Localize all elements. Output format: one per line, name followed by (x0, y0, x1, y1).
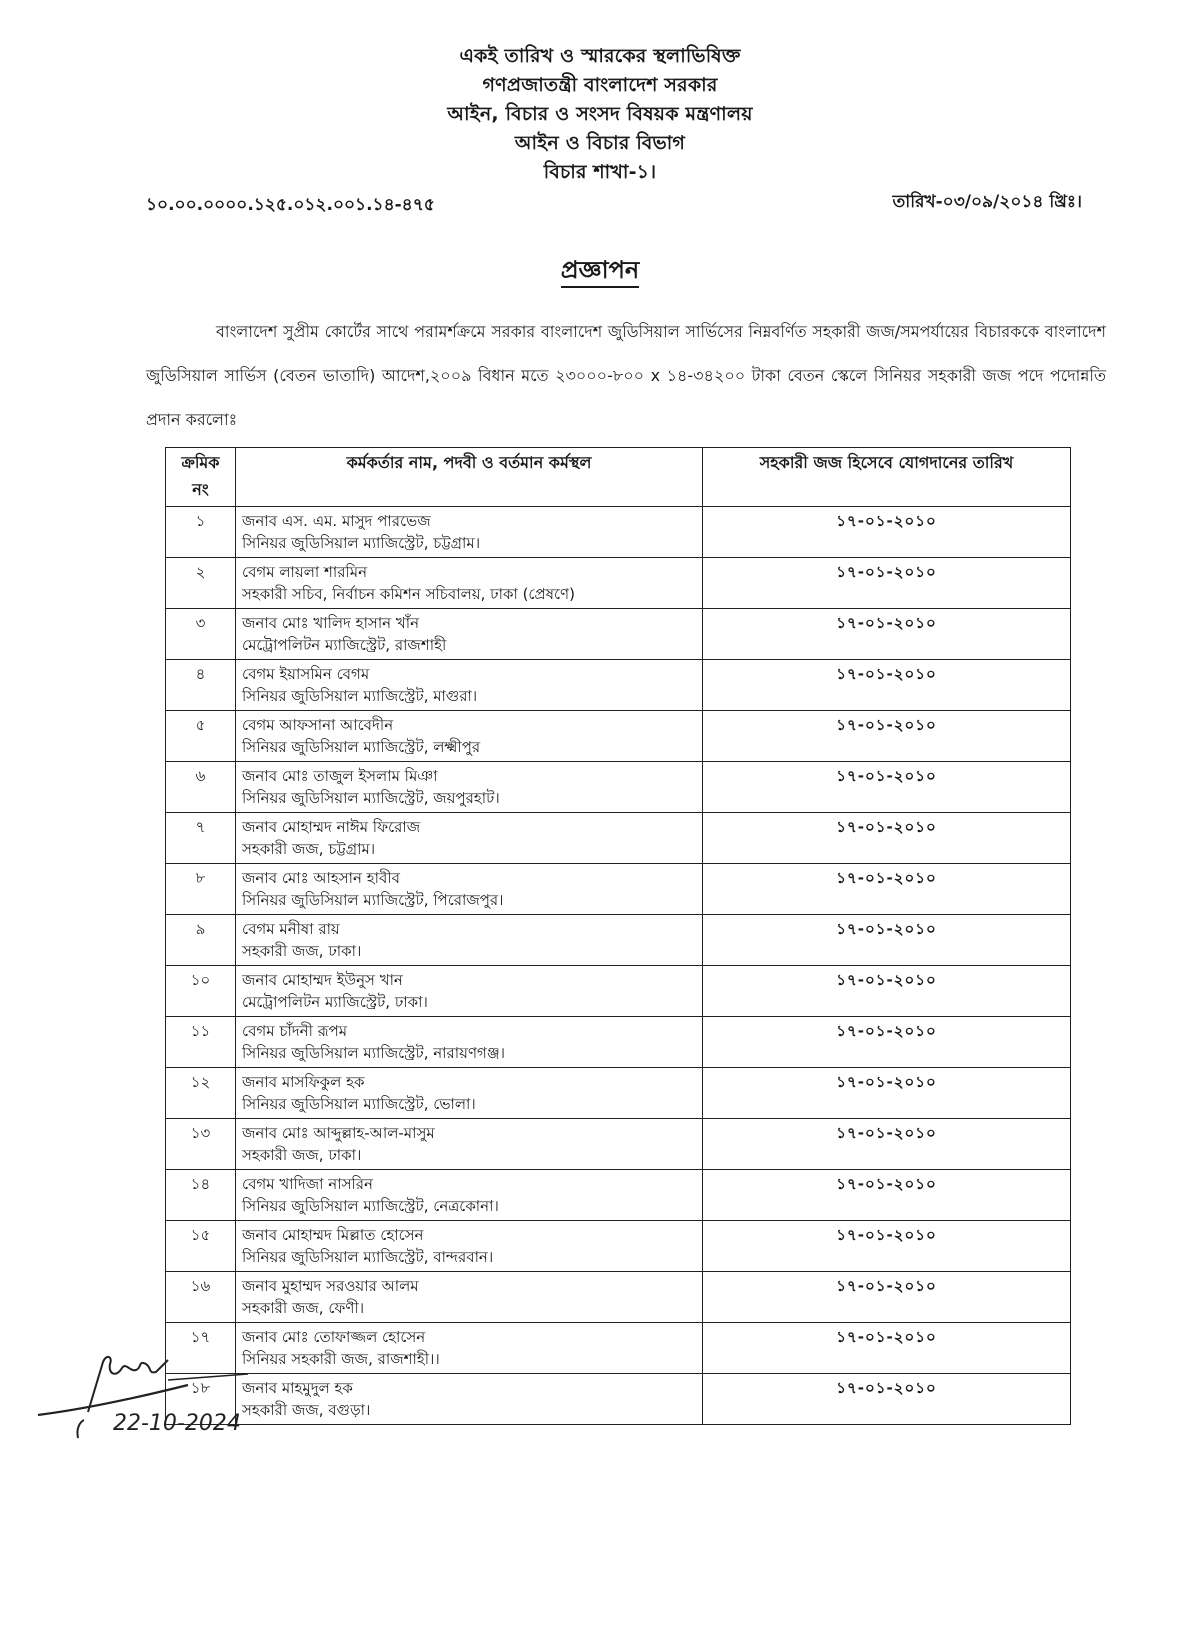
row-joining-date: ১৭-০১-২০১০ (703, 1374, 1071, 1425)
row-serial: ৬ (166, 762, 236, 813)
table-row (166, 915, 1071, 966)
row-joining-date: ১৭-০১-২০১০ (703, 558, 1071, 609)
table-row (166, 711, 1071, 762)
officer-post: সিনিয়র জুডিসিয়াল ম্যাজিস্ট্রেট, পিরোজপুর। (242, 891, 504, 909)
signature-date: 22-10-2024 (113, 1411, 241, 1436)
promotion-table (165, 447, 1071, 1425)
row-serial: ৮ (166, 864, 236, 915)
row-joining-date: ১৭-০১-২০১০ (703, 915, 1071, 966)
row-officer (236, 813, 703, 864)
row-joining-date: ১৭-০১-২০১০ (703, 762, 1071, 813)
row-officer (236, 1068, 703, 1119)
officer-post: সিনিয়র জুডিসিয়াল ম্যাজিস্ট্রেট, নারায়ণগঞ্জ। (242, 1044, 506, 1062)
notice-title (0, 252, 1200, 292)
handwritten-signature (18, 1350, 298, 1440)
officer-name: জনাব মাহমুদুল হক (242, 1379, 353, 1397)
officer-name: জনাব মোঃ তাজুল ইসলাম মিঞা (242, 767, 438, 785)
notice-body: বাংলাদেশ সুপ্রীম কোর্টের সাথে পরামর্শক্রমে সরকার বাংলাদেশ জুডিসিয়াল সার্ভিসের নিম্নবর্ণিত সহকারী জজ/সমপর্যায়ের বিচারককে বাংলাদেশ জুডিসিয়াল সার্ভিস (বেতন ভাতাদি) আদেশ,২০০৯ বিধান মতে ২৩০০০-৮০০ x ১৪-৩৪২০০ টাকা বেতন স্কেলে সিনিয়র সহকারী জজ পদে পদোন্নতি প্রদান করলোঃ (146, 322, 1106, 429)
row-officer (236, 1272, 703, 1323)
table-row (166, 864, 1071, 915)
header-line-ministry: আইন, বিচার ও সংসদ বিষয়ক মন্ত্রণালয় (447, 103, 753, 125)
officer-post: মেট্রোপলিটন ম্যাজিস্ট্রেট, ঢাকা। (242, 993, 428, 1011)
header-line-supersede: একই তারিখ ও স্মারকের স্থলাভিষিক্ত (459, 45, 741, 67)
document-header (0, 42, 1200, 187)
row-serial: ১৬ (166, 1272, 236, 1323)
row-serial: ১৮ (166, 1374, 236, 1425)
row-joining-date: ১৭-০১-২০১০ (703, 609, 1071, 660)
table-row (166, 660, 1071, 711)
officer-name: বেগম চাঁদনী রূপম (242, 1022, 348, 1040)
table-row (166, 609, 1071, 660)
row-officer (236, 558, 703, 609)
header-line-section: বিচার শাখা-১। (543, 161, 657, 183)
table-row (166, 1272, 1071, 1323)
row-serial: ৯ (166, 915, 236, 966)
header-line-division: আইন ও বিচার বিভাগ (514, 132, 686, 154)
officer-post: সিনিয়র সহকারী জজ, রাজশাহী।। (242, 1350, 440, 1368)
row-joining-date: ১৭-০১-২০১০ (703, 711, 1071, 762)
officer-name: জনাব মুহাম্মদ সরওয়ার আলম (242, 1277, 419, 1295)
notice-title-text: প্রজ্ঞাপন (561, 256, 639, 288)
officer-name: বেগম খাদিজা নাসরিন (242, 1175, 373, 1193)
officer-name: জনাব মোঃ আহসান হাবীব (242, 869, 400, 887)
officer-post: মেট্রোপলিটন ম্যাজিস্ট্রেট, রাজশাহী (242, 636, 447, 654)
officer-post: সহকারী জজ, ঢাকা। (242, 1146, 362, 1164)
row-joining-date: ১৭-০১-২০১০ (703, 1068, 1071, 1119)
row-officer (236, 660, 703, 711)
officer-post: সহকারী জজ, ফেণী। (242, 1299, 365, 1317)
officer-name: বেগম মনীষা রায় (242, 920, 340, 938)
table-row (166, 813, 1071, 864)
row-serial: ১০ (166, 966, 236, 1017)
row-serial: ১৪ (166, 1170, 236, 1221)
row-serial: ৭ (166, 813, 236, 864)
officer-name: বেগম আফসানা আবেদীন (242, 716, 394, 734)
row-joining-date: ১৭-০১-২০১০ (703, 1119, 1071, 1170)
row-joining-date: ১৭-০১-২০১০ (703, 1272, 1071, 1323)
officer-post: সিনিয়র জুডিসিয়াল ম্যাজিস্ট্রেট, জয়পুরহাট। (242, 789, 500, 807)
row-joining-date: ১৭-০১-২০১০ (703, 1170, 1071, 1221)
officer-post: সিনিয়র জুডিসিয়াল ম্যাজিস্ট্রেট, মাগুরা। (242, 687, 478, 705)
officer-name: জনাব এস. এম. মাসুদ পারভেজ (242, 512, 431, 530)
issue-date: তারিখ-০৩/০৯/২০১৪ খ্রিঃ। (892, 192, 1082, 212)
table-row (166, 1170, 1071, 1221)
table-row (166, 1374, 1071, 1425)
officer-name: জনাব মোঃ খালিদ হাসান খাঁন (242, 614, 420, 632)
row-joining-date: ১৭-০১-২০১০ (703, 507, 1071, 558)
row-serial: ২ (166, 558, 236, 609)
officer-post: সহকারী জজ, ঢাকা। (242, 942, 362, 960)
row-joining-date: ১৭-০১-২০১০ (703, 1017, 1071, 1068)
row-joining-date: ১৭-০১-২০১০ (703, 864, 1071, 915)
officer-name: জনাব মোহাম্মদ নাঈম ফিরোজ (242, 818, 421, 836)
header-joining-date: সহকারী জজ হিসেবে যোগদানের তারিখ (703, 448, 1071, 507)
row-joining-date: ১৭-০১-২০১০ (703, 966, 1071, 1017)
row-officer (236, 1374, 703, 1425)
row-serial: ১ (166, 507, 236, 558)
memo-number: ১০.০০.০০০০.১২৫.০১২.০০১.১৪-৪৭৫ (146, 195, 435, 215)
row-officer (236, 915, 703, 966)
officer-name: জনাব মোহাম্মদ ইউনুস খান (242, 971, 403, 989)
table-body (166, 507, 1071, 1425)
table-row (166, 762, 1071, 813)
officer-post: সহকারী জজ, বগুড়া। (242, 1401, 371, 1419)
row-officer (236, 1170, 703, 1221)
officer-post: সিনিয়র জুডিসিয়াল ম্যাজিস্ট্রেট, ভোলা। (242, 1095, 476, 1113)
officer-post: সিনিয়র জুডিসিয়াল ম্যাজিস্ট্রেট, লক্ষ্মীপুর (242, 738, 481, 756)
officer-name: জনাব মোঃ তোফাজ্জল হোসেন (242, 1328, 426, 1346)
officer-post: সিনিয়র জুডিসিয়াল ম্যাজিস্ট্রেট, চট্টগ্রাম। (242, 534, 481, 552)
row-serial: ১২ (166, 1068, 236, 1119)
row-serial: ১৩ (166, 1119, 236, 1170)
row-joining-date: ১৭-০১-২০১০ (703, 1221, 1071, 1272)
row-officer (236, 1017, 703, 1068)
officer-name: জনাব মোঃ আব্দুল্লাহ-আল-মাসুম (242, 1124, 435, 1142)
table-row (166, 1119, 1071, 1170)
row-officer (236, 864, 703, 915)
table-row (166, 1221, 1071, 1272)
row-officer (236, 762, 703, 813)
officer-name: বেগম ইয়াসমিন বেগম (242, 665, 370, 683)
officer-name: জনাব মোহাম্মদ মিল্লাত হোসেন (242, 1226, 424, 1244)
row-officer (236, 1323, 703, 1374)
row-serial: ১৫ (166, 1221, 236, 1272)
row-officer (236, 711, 703, 762)
officer-post: সহকারী জজ, চট্টগ্রাম। (242, 840, 376, 858)
row-joining-date: ১৭-০১-২০১০ (703, 1323, 1071, 1374)
header-line-government: গণপ্রজাতন্ত্রী বাংলাদেশ সরকার (482, 74, 718, 96)
officer-name: বেগম লায়লা শারমিন (242, 563, 368, 581)
row-serial: ৩ (166, 609, 236, 660)
officer-post: সহকারী সচিব, নির্বাচন কমিশন সচিবালয়, ঢাকা (প্রেষণে) (242, 585, 575, 603)
row-serial: ৫ (166, 711, 236, 762)
officer-name: জনাব মাসফিকুল হক (242, 1073, 365, 1091)
row-officer (236, 966, 703, 1017)
header-officer: কর্মকর্তার নাম, পদবী ও বর্তমান কর্মস্থল (236, 448, 703, 507)
row-serial: ১৭ (166, 1323, 236, 1374)
row-serial: ৪ (166, 660, 236, 711)
table-row (166, 966, 1071, 1017)
row-officer (236, 609, 703, 660)
header-serial: ক্রমিক নং (166, 448, 236, 507)
table-row (166, 1068, 1071, 1119)
row-officer (236, 1221, 703, 1272)
row-serial: ১১ (166, 1017, 236, 1068)
row-joining-date: ১৭-০১-২০১০ (703, 813, 1071, 864)
row-officer (236, 507, 703, 558)
table-row (166, 1017, 1071, 1068)
officer-post: সিনিয়র জুডিসিয়াল ম্যাজিস্ট্রেট, বান্দরবান। (242, 1248, 494, 1266)
row-officer (236, 1119, 703, 1170)
officer-post: সিনিয়র জুডিসিয়াল ম্যাজিস্ট্রেট, নেত্রকোনা। (242, 1197, 499, 1215)
table-row (166, 1323, 1071, 1374)
table-row (166, 507, 1071, 558)
table-header-row (166, 448, 1071, 507)
row-joining-date: ১৭-০১-২০১০ (703, 660, 1071, 711)
table-row (166, 558, 1071, 609)
